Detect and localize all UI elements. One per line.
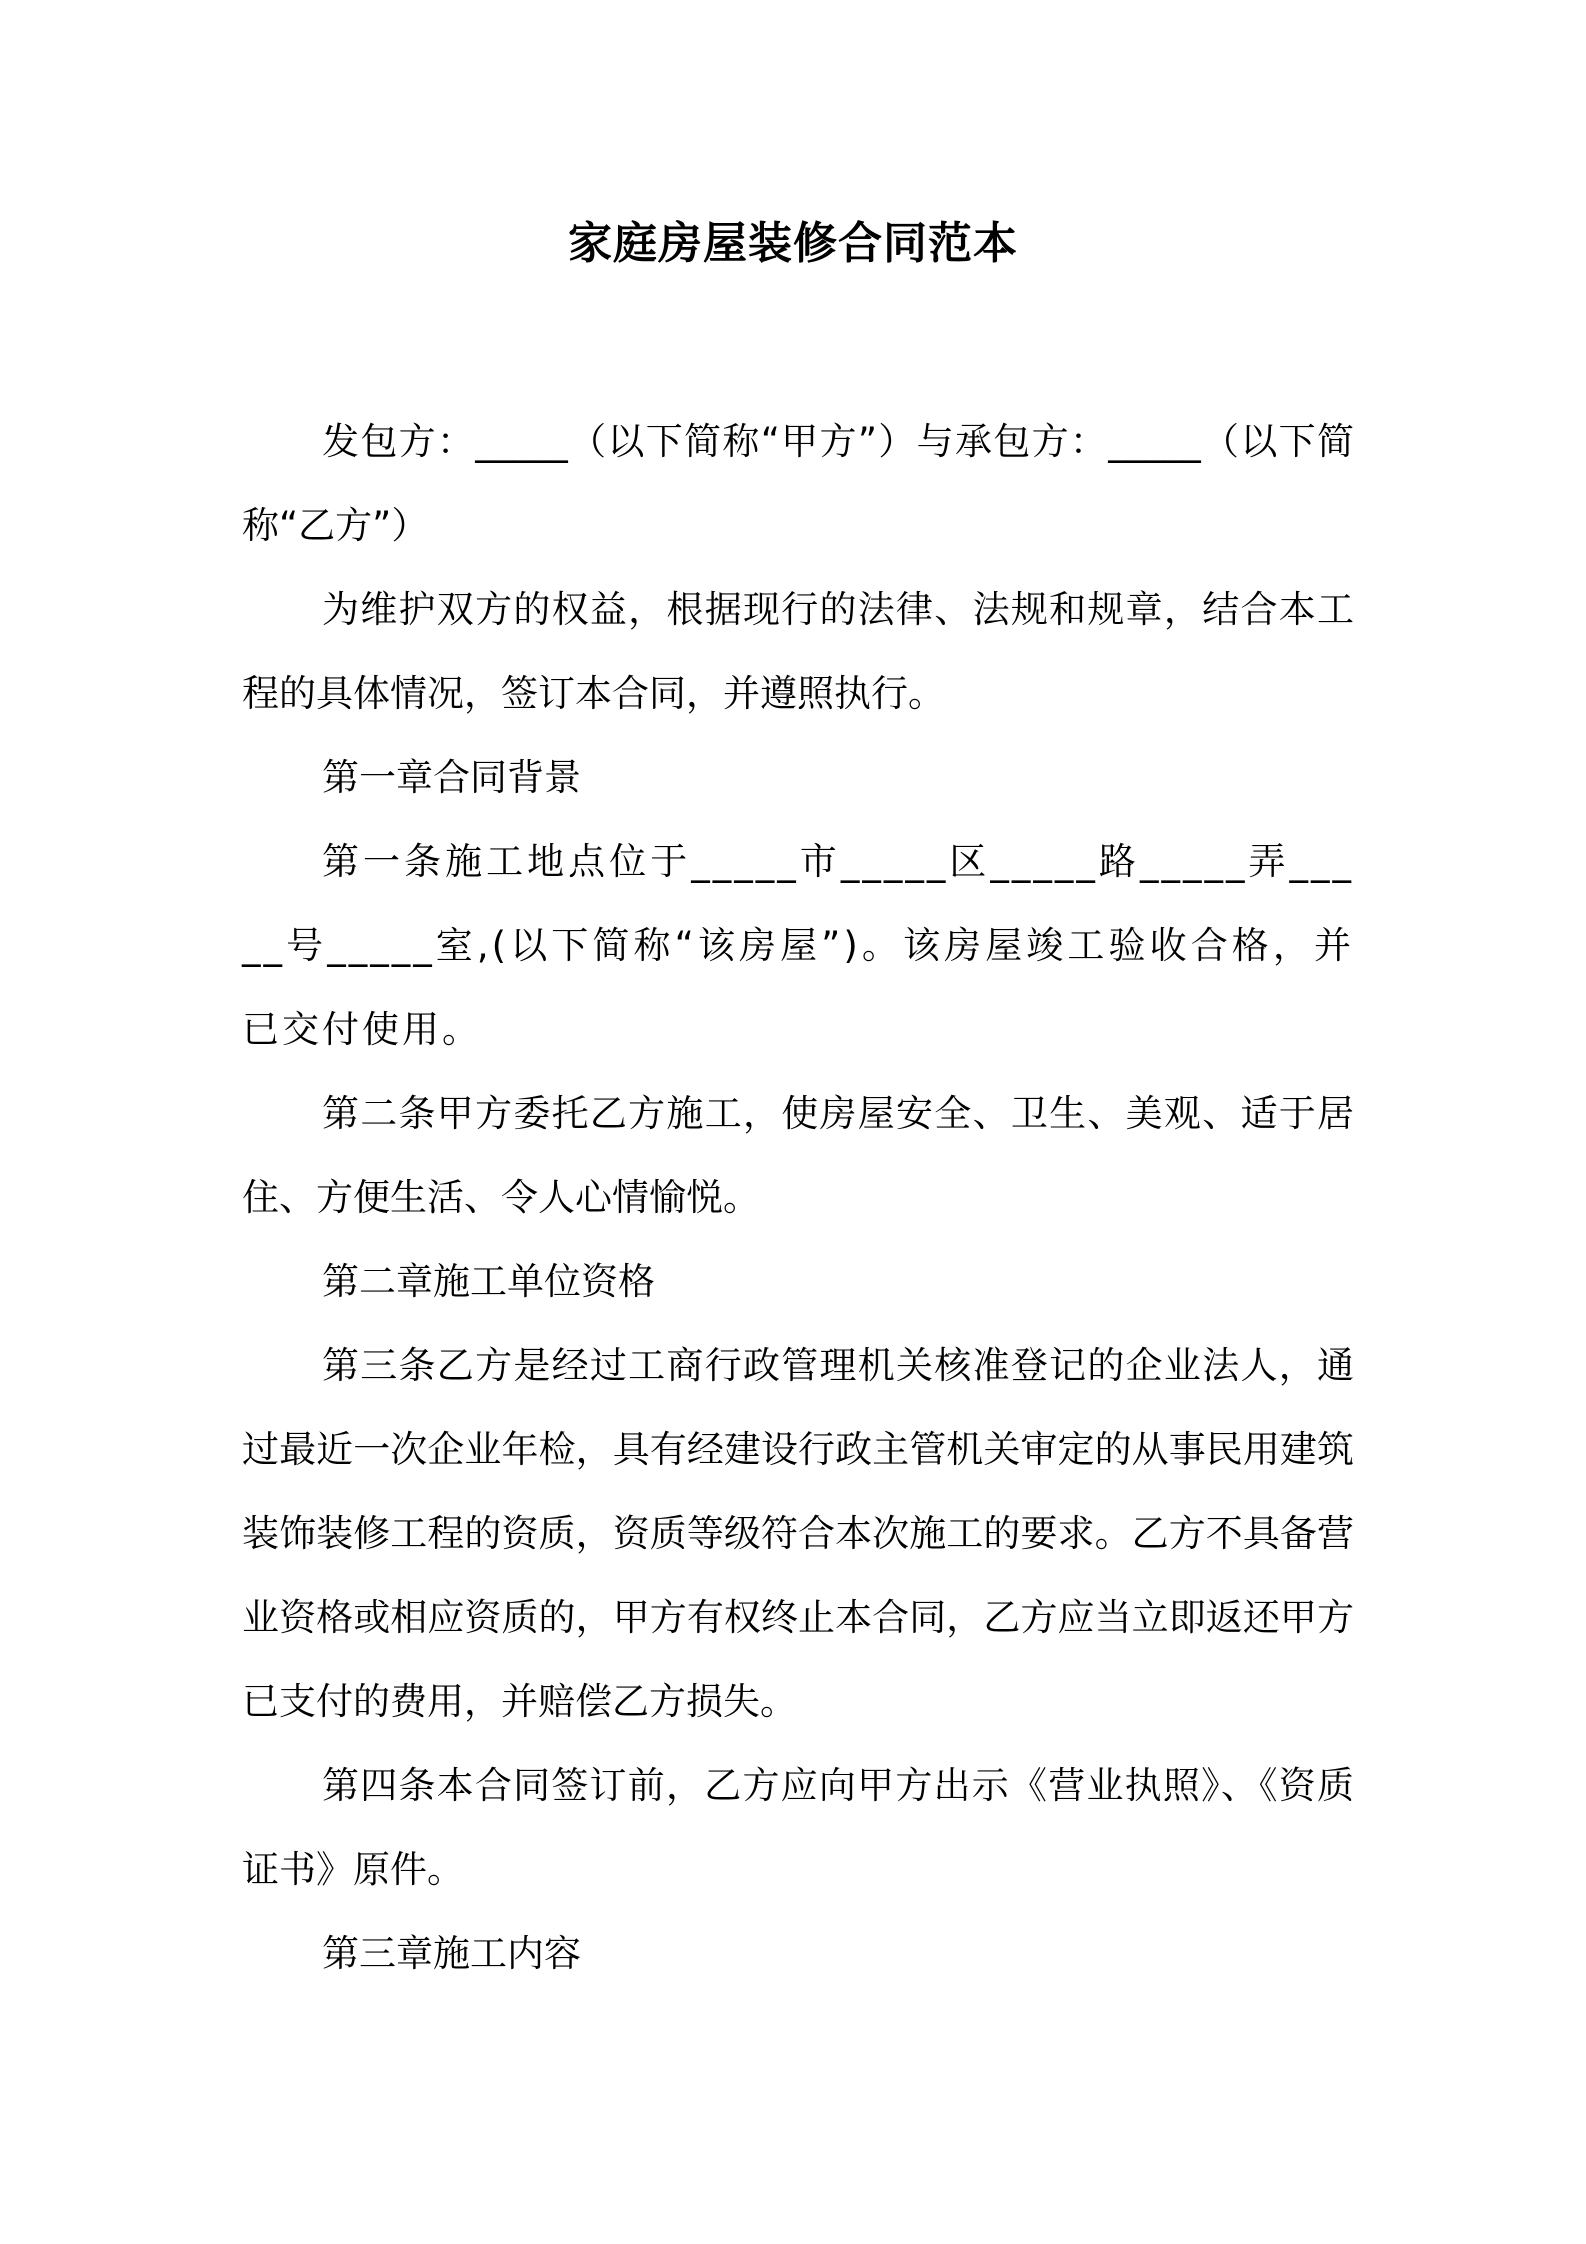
- parties-paragraph: 发包方：_____（以下简称“甲方”）与承包方：_____（以下简称“乙方”）: [242, 420, 1354, 547]
- article-1-paragraph: 第一条施工地点位于_____市_____区_____路_____弄_____号_____室,(以下简称“该房屋”)。该房屋竣工验收合格，并已交付使用。: [242, 840, 1354, 1051]
- article-2-paragraph: 第二条甲方委托乙方施工，使房屋安全、卫生、美观、适于居住、方便生活、令人心情愉悦。: [242, 1092, 1354, 1219]
- document-body: [242, 400, 1354, 1996]
- chapter-2-heading: 第二章施工单位资格: [322, 1260, 655, 1303]
- chapter-1-heading: 第一章合同背景: [322, 756, 581, 799]
- purpose-paragraph: 为维护双方的权益，根据现行的法律、法规和规章，结合本工程的具体情况，签订本合同，并遵照执行。: [242, 588, 1354, 715]
- article-3-paragraph: 第三条乙方是经过工商行政管理机关核准登记的企业法人，通过最近一次企业年检，具有经建设行政主管机关审定的从事民用建筑装饰装修工程的资质，资质等级符合本次施工的要求。乙方不具备营业资格或相应资质的，甲方有权终止本合同，乙方应当立即返还甲方已支付的费用，并赔偿乙方损失。: [242, 1344, 1354, 1723]
- article-4-paragraph: 第四条本合同签订前，乙方应向甲方出示《营业执照》、《资质证书》原件。: [242, 1764, 1354, 1891]
- document-title: 家庭房屋装修合同范本: [568, 218, 1018, 269]
- chapter-3-heading: 第三章施工内容: [322, 1932, 581, 1975]
